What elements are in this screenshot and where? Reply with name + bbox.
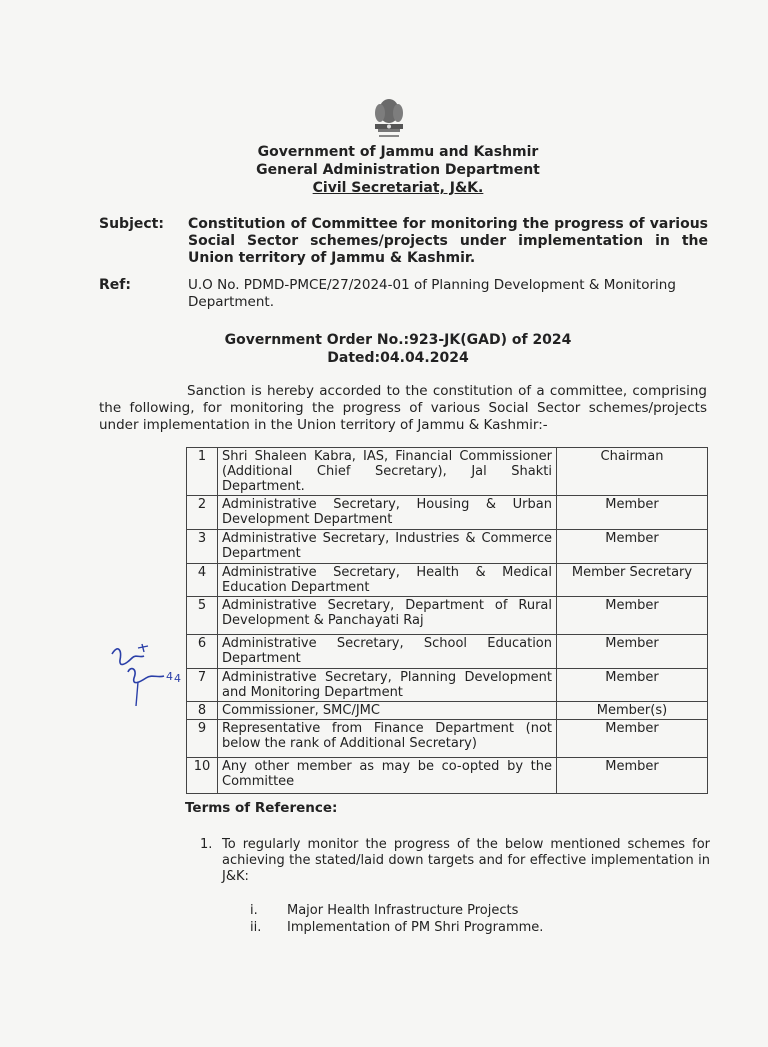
table-row <box>187 758 708 794</box>
member-description: Representative from Finance Department (not below the rank of Additional Secretary) <box>218 720 557 758</box>
list-item <box>250 920 543 935</box>
terms-of-reference-heading: Terms of Reference: <box>185 800 338 816</box>
ref-text: U.O No. PDMD-PMCE/27/2024-01 of Planning Development & Monitoring Department. <box>188 277 676 310</box>
terms-item <box>200 837 710 885</box>
intro-paragraph: Sanction is hereby accorded to the constitution of a committee, comprising the following, for monitoring the progress of various Social Sector schemes/projects under implementation in the Union territory of Jammu & Kashmir:- <box>99 383 707 433</box>
serial-number: 3 <box>187 530 218 564</box>
serial-number: 8 <box>187 702 218 720</box>
terms-item-text: To regularly monitor the progress of the below mentioned schemes for achieving the stated/laid down targets and for effective implementation in J&K: <box>222 837 710 884</box>
table-row <box>187 448 708 496</box>
order-number: Government Order No.:923-JK(GAD) of 2024 <box>224 332 572 348</box>
table-row <box>187 720 708 758</box>
member-role: Member <box>557 758 708 794</box>
member-description: Commissioner, SMC/JMC <box>218 702 557 720</box>
list-item-number: i. <box>250 903 258 918</box>
serial-number: 10 <box>187 758 218 794</box>
terms-item-number: 1. <box>200 837 213 852</box>
header-secretariat: Civil Secretariat, J&K. <box>312 180 484 196</box>
member-role: Chairman <box>557 448 708 496</box>
member-role: Member <box>557 669 708 702</box>
list-item-number: ii. <box>250 920 262 935</box>
table-row <box>187 669 708 702</box>
table-row <box>187 564 708 597</box>
member-role: Member <box>557 597 708 635</box>
serial-number: 5 <box>187 597 218 635</box>
header-department: General Administration Department <box>256 162 540 178</box>
member-description: Shri Shaleen Kabra, IAS, Financial Commissioner (Additional Chief Secretary), Jal Shakti Department. <box>218 448 557 496</box>
member-role: Member <box>557 496 708 530</box>
subject-label: Subject: <box>99 216 164 232</box>
committee-table <box>186 447 708 794</box>
svg-text:4: 4 <box>166 670 173 683</box>
table-row <box>187 597 708 635</box>
table-row <box>187 530 708 564</box>
table-row <box>187 635 708 669</box>
member-role: Member <box>557 720 708 758</box>
serial-number: 9 <box>187 720 218 758</box>
member-role: Member <box>557 635 708 669</box>
serial-number: 4 <box>187 564 218 597</box>
member-role: Member(s) <box>557 702 708 720</box>
handwritten-signature-icon <box>108 638 188 708</box>
member-description: Any other member as may be co-opted by the Committee <box>218 758 557 794</box>
list-item-text: Major Health Infrastructure Projects <box>287 903 519 918</box>
state-emblem-icon <box>372 97 406 139</box>
ref-label: Ref: <box>99 277 131 293</box>
list-item-text: Implementation of PM Shri Programme. <box>287 920 544 935</box>
serial-number: 2 <box>187 496 218 530</box>
serial-number: 1 <box>187 448 218 496</box>
member-role: Member <box>557 530 708 564</box>
order-date: Dated:04.04.2024 <box>327 350 469 366</box>
serial-number: 6 <box>187 635 218 669</box>
member-description: Administrative Secretary, Department of Rural Development & Panchayati Raj <box>218 597 557 635</box>
svg-text:4: 4 <box>174 672 181 685</box>
member-description: Administrative Secretary, Housing & Urban Development Department <box>218 496 557 530</box>
member-description: Administrative Secretary, Health & Medical Education Department <box>218 564 557 597</box>
serial-number: 7 <box>187 669 218 702</box>
header-government: Government of Jammu and Kashmir <box>257 144 539 160</box>
subject-text: Constitution of Committee for monitoring the progress of various Social Sector schemes/projects under implementation in the Union territory of Jammu & Kashmir. <box>188 216 708 266</box>
list-item <box>250 903 518 918</box>
member-role: Member Secretary <box>557 564 708 597</box>
member-description: Administrative Secretary, Planning Development and Monitoring Department <box>218 669 557 702</box>
member-description: Administrative Secretary, Industries & Commerce Department <box>218 530 557 564</box>
member-description: Administrative Secretary, School Education Department <box>218 635 557 669</box>
table-row <box>187 702 708 720</box>
table-row <box>187 496 708 530</box>
